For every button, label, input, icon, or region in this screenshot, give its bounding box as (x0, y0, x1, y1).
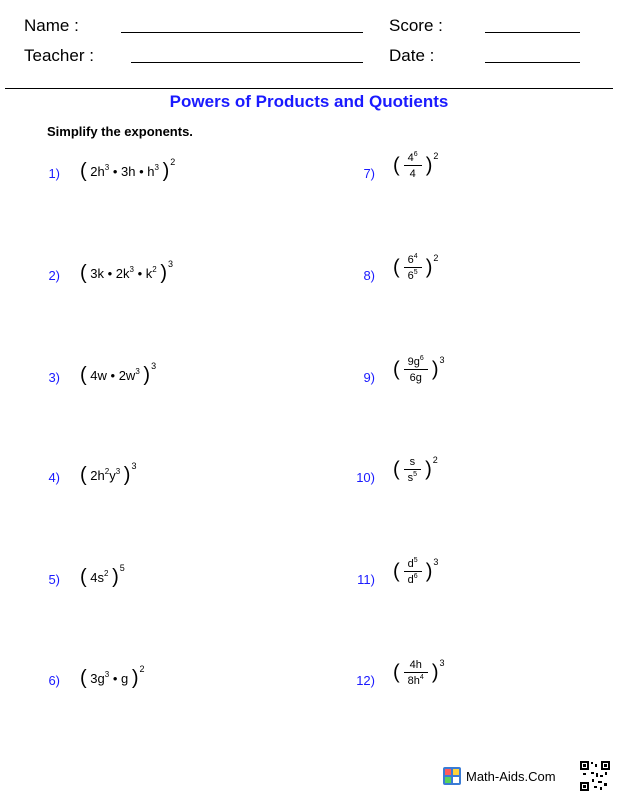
problem-number: 6) (48, 673, 60, 688)
problem-3-expression: ( 4w • $2w^3$ )$^3$ (80, 360, 157, 386)
problem-1-expression: ( $2h^3$ • 3h • $h^3$ )$^2$ (80, 156, 176, 182)
header-divider (5, 88, 613, 89)
brand-link[interactable]: Math-Aids.Com (466, 769, 556, 784)
problem-number: 4) (48, 470, 60, 485)
date-label: Date : (389, 46, 435, 65)
instructions: Simplify the exponents. (47, 124, 193, 139)
problem-number: 7) (363, 166, 375, 181)
name-line[interactable] (121, 32, 363, 33)
worksheet-title: Powers of Products and Quotients (169, 92, 449, 111)
date-line[interactable] (485, 62, 580, 63)
score-line[interactable] (485, 32, 580, 33)
problem-9-expression: ( $\frac{9g^6}{6g}$ )$^3$ (393, 355, 445, 384)
score-label: Score : (389, 16, 443, 35)
problem-2-expression: ( 3k • $2k^3$ • $k^2$ )$^3$ (80, 258, 174, 284)
teacher-line[interactable] (131, 62, 363, 63)
teacher-label: Teacher : (24, 46, 94, 65)
problem-number: 12) (356, 673, 375, 688)
problem-number: 1) (48, 166, 60, 181)
problem-12-expression: ( $\frac{4h}{8h^4}$ )$^3$ (393, 658, 445, 687)
name-label: Name : (24, 16, 79, 35)
problem-number: 9) (363, 370, 375, 385)
problem-5-expression: ( $4s^2$ )$^5$ (80, 562, 125, 588)
problem-8-expression: ( $\frac{6^4}{6^5}$ )$^2$ (393, 253, 439, 282)
qr-code-icon (580, 761, 610, 791)
problem-number: 3) (48, 370, 60, 385)
problem-number: 8) (363, 268, 375, 283)
problem-4-expression: ( $2h^2y^3$ )$^3$ (80, 460, 137, 486)
problem-7-expression: ( $\frac{4^6}{4}$ )$^2$ (393, 151, 439, 180)
problem-number: 2) (48, 268, 60, 283)
calculator-logo-icon (443, 767, 461, 785)
problem-number: 5) (48, 572, 60, 587)
problem-number: 11) (357, 572, 375, 587)
problem-10-expression: ( $\frac{s}{s^5}$ )$^2$ (393, 455, 438, 484)
problem-11-expression: ( $\frac{d^5}{d^6}$ )$^3$ (393, 557, 439, 586)
problem-6-expression: ( $3g^3$ • g )$^2$ (80, 663, 145, 689)
problem-number: 10) (356, 470, 375, 485)
